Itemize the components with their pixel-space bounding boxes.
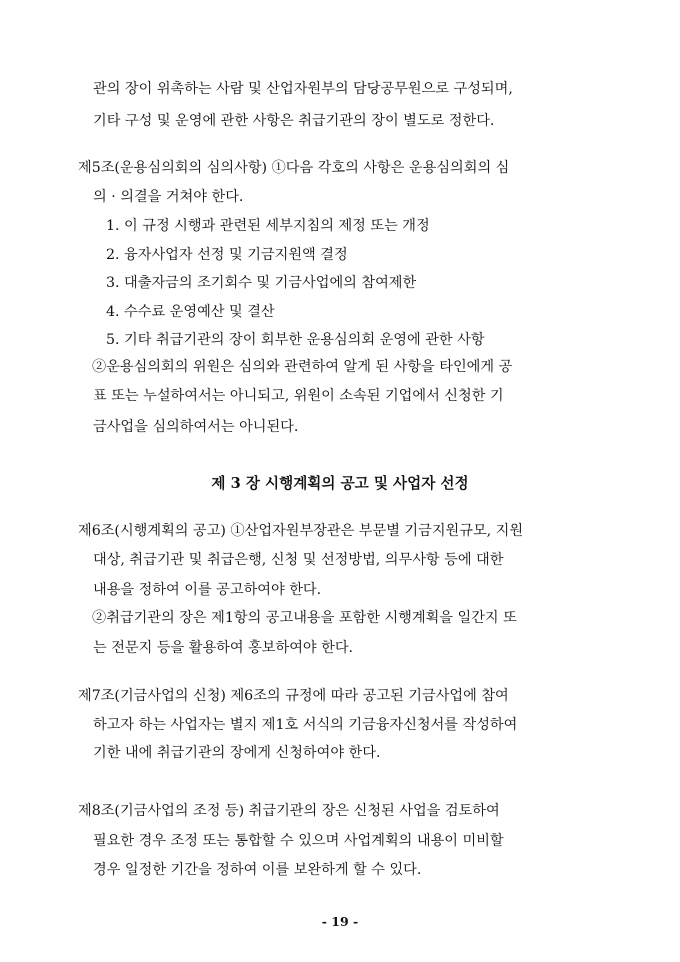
art6-para2-line-2: 는 전문지 등을 활용하여 홍보하여야 한다.	[93, 640, 354, 656]
art5-item-1: 1. 이 규정 시행과 관련된 세부지침의 제정 또는 개정	[106, 218, 430, 234]
art5-item-5: 5. 기타 취급기관의 장이 회부한 운용심의회 운영에 관한 사항	[106, 332, 485, 348]
art5-para2-line-2: 표 또는 누설하여서는 아니되고, 위원이 소속된 기업에서 신청한 기	[93, 388, 504, 404]
art5-item-4: 4. 수수료 운영예산 및 결산	[106, 304, 275, 320]
art5-item-2: 2. 융자사업자 선정 및 기금지원액 결정	[106, 247, 348, 263]
art4-line-1: 관의 장이 위촉하는 사람 및 산업자원부의 담당공무원으로 구성되며,	[93, 81, 513, 97]
art5-heading-line: 제5조(운용심의회의 심의사항) ①다음 각호의 사항은 운용심의회의 심	[78, 160, 510, 176]
art4-line-2: 기타 구성 및 운영에 관한 사항은 취급기관의 장이 별도로 정한다.	[93, 113, 495, 129]
art7-heading-line: 제7조(기금사업의 신청) 제6조의 규정에 따라 공고된 기금사업에 참여	[78, 688, 509, 704]
art6-para2-line-1: ②취급기관의 장은 제1항의 공고내용을 포함한 시행계획을 일간지 또	[92, 610, 517, 626]
art6-line-3: 내용을 정하여 이를 공고하여야 한다.	[93, 582, 322, 598]
art5-item-3: 3. 대출자금의 조기회수 및 기금사업에의 참여제한	[106, 275, 417, 291]
art8-line-3: 경우 일정한 기간을 정하여 이를 보완하게 할 수 있다.	[93, 862, 422, 878]
art8-heading-line: 제8조(기금사업의 조정 등) 취급기관의 장은 신청된 사업을 검토하여	[78, 803, 500, 819]
art5-para2-line-3: 금사업을 심의하여서는 아니된다.	[93, 419, 299, 435]
art7-line-2: 하고자 하는 사업자는 별지 제1호 서식의 기금융자신청서를 작성하여	[93, 717, 518, 733]
art6-line-2: 대상, 취급기관 및 취급은행, 신청 및 선정방법, 의무사항 등에 대한	[93, 552, 504, 568]
art7-line-3: 기한 내에 취급기관의 장에게 신청하여야 한다.	[93, 745, 381, 761]
art5-line-2: 의 · 의결을 거쳐야 한다.	[93, 189, 244, 205]
page-number: - 19 -	[321, 914, 359, 929]
art8-line-2: 필요한 경우 조정 또는 통합할 수 있으며 사업계획의 내용이 미비할	[93, 833, 504, 849]
art5-para2-line-1: ②운용심의회의 위원은 심의와 관련하여 알게 된 사항을 타인에게 공	[92, 359, 513, 375]
chapter-heading: 제 3 장 시행계획의 공고 및 사업자 선정	[211, 475, 469, 492]
art6-heading-line: 제6조(시행계획의 공고) ①산업자원부장관은 부문별 기금지원규모, 지원	[78, 523, 524, 539]
